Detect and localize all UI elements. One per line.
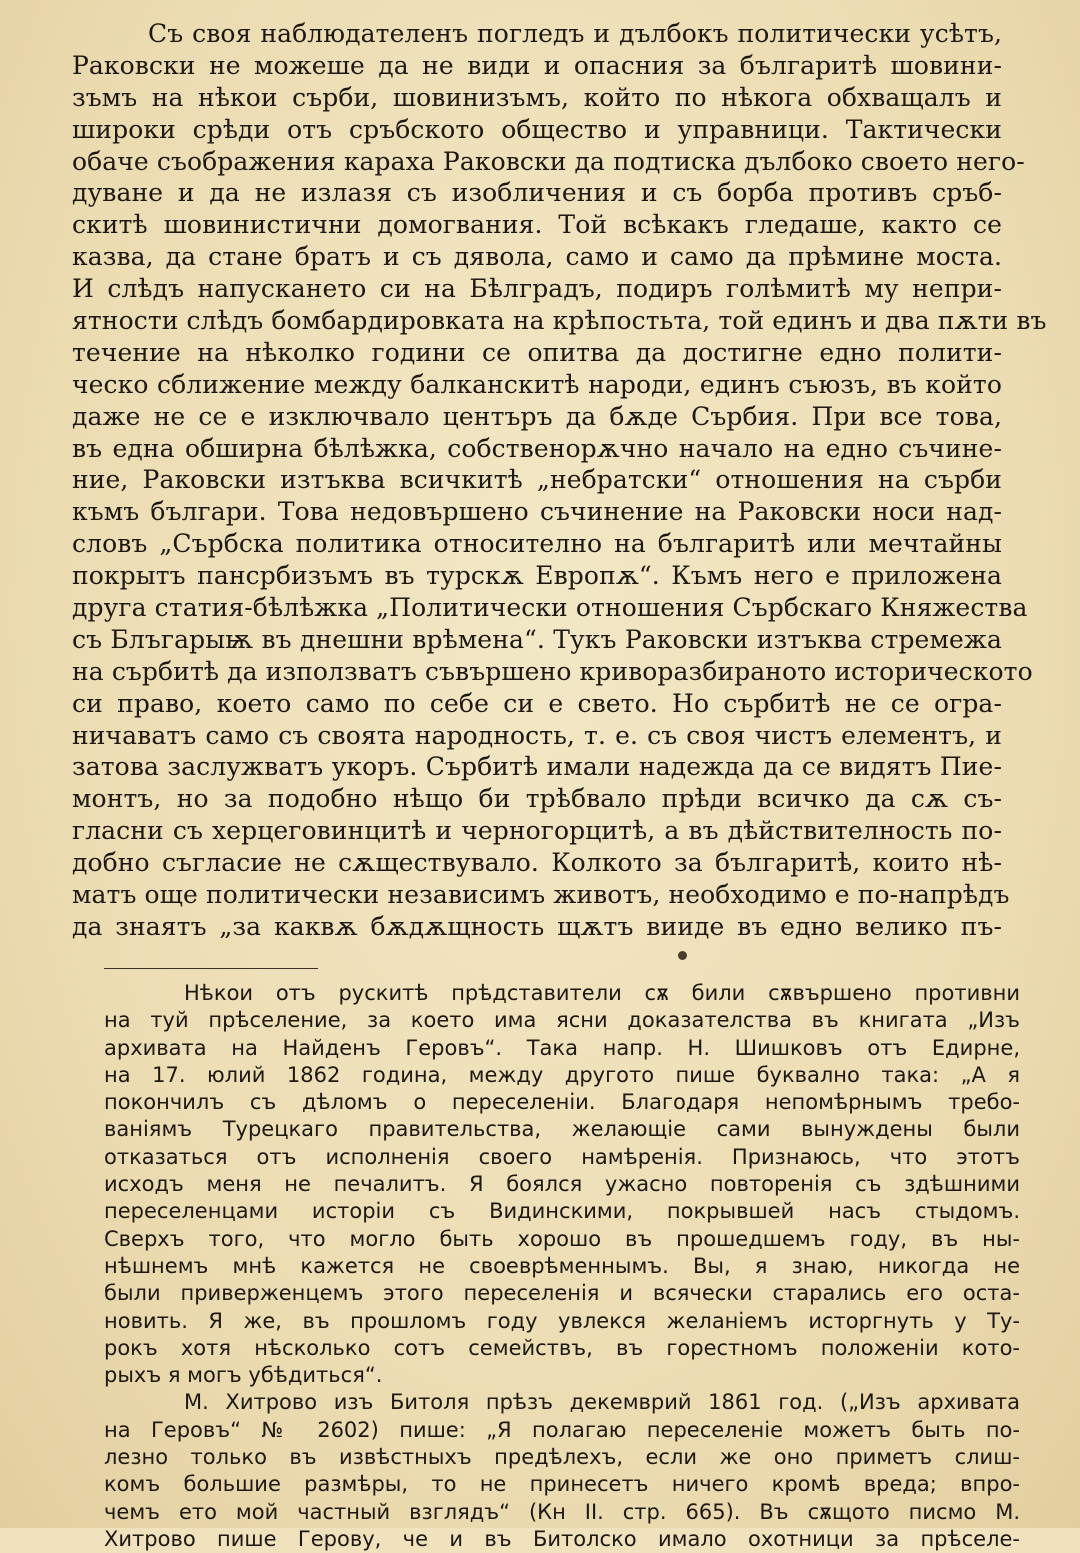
footnote-separator (104, 968, 318, 969)
footnote-line: покончилъ съ дѣломъ о переселенiи. Благодаря непомѣрнымъ требо- (104, 1090, 1020, 1115)
text-line: покрытъ пансрбизъмъ въ турскѫ Европѫ“. Къмъ него е приложена (72, 561, 1002, 591)
footnote-line: рокъ хотя нѣсколько сотъ семействъ, въ горестномъ положеніи кото- (104, 1335, 1020, 1360)
text-line: словъ „Сърбска политика относително на българитѣ или мечтайны (72, 529, 1002, 559)
text-line: да знаятъ „за каквѫ бѫдѫщность щѫтъ вииде въ едно велико пъ- (72, 911, 1002, 941)
text-line: затова заслужватъ укоръ. Сърбитѣ имали надежда да се видятъ Пие- (72, 752, 1002, 782)
text-line: даже не се е изключвало центъръ да бѫде Сърбия. При все това, (72, 401, 1002, 431)
text-line: скитѣ шовинистични домогвания. Той всѣкакъ гледаше, както се (72, 210, 1002, 240)
text-line: въ една обширна бѣлѣжка, собственорѫчно начало на едно съчине- (72, 433, 1002, 463)
footnote-line: Нѣкои отъ рускитѣ прѣдставители сѫ били сѫвършено противни (184, 981, 1020, 1005)
text-line: къмъ българи. Това недовършено съчинение на Раковски носи над- (72, 497, 1002, 527)
footnote-line: рыхъ я могъ убѣдиться“. (104, 1363, 383, 1388)
footnote-line: нѣшнемъ мнѣ кажется не своеврѣменнымъ. Вы, я знаю, никогда не (104, 1253, 1020, 1278)
footnote-line: чемъ ето мой частный взглядъ“ (Кн II. стр. 665). Въ сѫщото писмо М. (104, 1499, 1020, 1524)
text-line: съ Блъгарыѭ въ днешни врѣмена“. Тукъ Раковски изтъква стремежа (72, 624, 1002, 654)
text-line: на сърбитѣ да използватъ съвършено криворазбираното историческото (72, 656, 1033, 686)
text-line: ятности слѣдъ бомбардировката на крѣпостьта, той единъ и два пѫти въ (72, 306, 1047, 336)
text-line: зъмъ на нѣкои сърби, шовинизъмъ, който по нѣкога обхващалъ и (72, 82, 1002, 112)
text-line: дуване и да не излазя съ изобличения и съ борба противъ сръб- (72, 178, 1002, 208)
footnote-line: исходъ меня не печалитъ. Я боялся ужасно повторенія съ здѣшними (104, 1172, 1020, 1197)
footnote-line: новить. Я же, въ прошломъ году увлекся желаніемъ исторгнуть у Ту- (104, 1308, 1020, 1333)
text-line: течение на нѣколко години се опитва да достигне едно полити- (72, 337, 1002, 367)
text-line: обаче съображения караха Раковски да подтиска дълбоко своето него- (72, 146, 1025, 176)
footnote-line: архивата на Найденъ Геровъ“. Така напр. Н. Шишковъ отъ Едирне, (104, 1035, 1020, 1060)
footnote-line: на Геровъ“ № 2602) пише: „Я полагаю переселеніе можетъ быть по- (104, 1417, 1020, 1442)
footnote-line: Хитрово пише Герову, че и въ Битолско имало охотници за прѣселе- (104, 1526, 1020, 1551)
footnote-line: на туй прѣселение, за което има ясни доказателства въ книгата „Изъ (104, 1008, 1020, 1033)
footnote-line: переселенцами исторіи съ Видинскими, покрывшей насъ стыдомъ. (104, 1199, 1020, 1224)
text-line: И слѣдъ напускането си на Бѣлградъ, подиръ голѣмитѣ му непри- (72, 274, 1002, 304)
text-line: си право, което само по себе си е свето. Но сърбитѣ не се огра- (72, 688, 1002, 718)
footnote-line: комъ большие размѣры, то не принесетъ ничего кромѣ вреда; впро- (104, 1472, 1020, 1497)
text-line: монтъ, но за подобно нѣщо би трѣбвало прѣди всичко да сѫ съ- (72, 784, 1002, 814)
footnote-line: М. Хитрово изъ Битоля прѣзъ декемврий 1861 год. („Изъ архивата (184, 1390, 1020, 1415)
text-line: широки срѣди отъ сръбското общество и управници. Тактически (72, 114, 1002, 144)
text-line: ние, Раковски изтъква всичкитѣ „небратски“ отношения на сърби (72, 465, 1002, 495)
footnote-line: на 17. юлий 1862 година, между другото пише буквално така: „А я (104, 1062, 1020, 1087)
footnote-line: были приверженцемъ этого переселенія и всячески старались его оста- (104, 1281, 1020, 1306)
text-line: ческо сближение между балканскитѣ народи, единъ съюзъ, въ който (72, 369, 1002, 399)
main-text-block (72, 18, 1047, 943)
text-line: казва, да стане братъ и съ дявола, само и само да прѣмине моста. (72, 242, 1002, 272)
text-line: друга статия-бѣлѣжка „Политически отношения Сърбскаго Княжества (72, 593, 1028, 623)
text-line: Съ своя наблюдателенъ погледъ и дълбокъ политически усѣтъ, (148, 19, 1002, 48)
footnote-line: лезно только въ извѣстныхъ предѣлехъ, если же оно приметъ слиш- (104, 1445, 1020, 1470)
ink-spot (678, 951, 687, 960)
footnote-line: ваніямъ Турецкаго правительства, желающіе сами вынуждены были (104, 1117, 1020, 1142)
footnote-line: отказаться отъ исполненія своего намѣренія. Признаюсь, что этотъ (104, 1144, 1020, 1169)
text-line: Раковски не можеше да не види и опасния за българитѣ шовини- (72, 50, 1002, 80)
text-line: добно съгласие не сѫществувало. Колкото за българитѣ, които нѣ- (72, 848, 1002, 878)
text-line: гласни съ херцеговинцитѣ и черногорцитѣ, а въ дѣйствителность по- (72, 816, 1002, 846)
text-line: ничаватъ само съ своята народность, т. е. съ своя чистъ елементъ, и (72, 720, 1002, 750)
footnote-line: Сверхъ того, что могло быть хорошо въ прошедшемъ году, въ ны- (104, 1226, 1020, 1251)
footnote-block (104, 980, 1020, 1553)
text-line: матъ още политически независимъ животъ, необходимо е по-напрѣдъ (72, 880, 1010, 910)
